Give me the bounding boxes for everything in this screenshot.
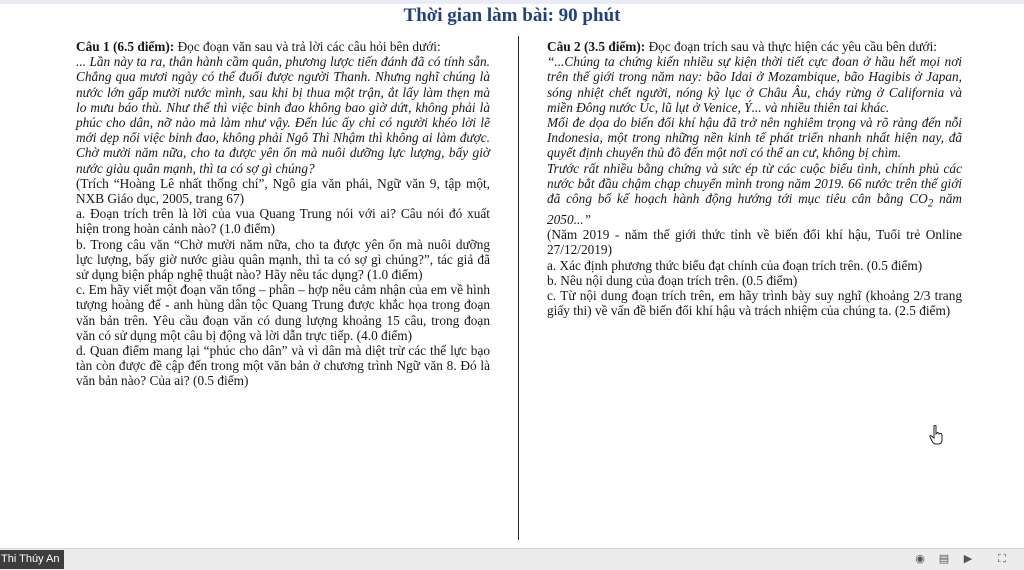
question2-prompt: [547, 39, 962, 54]
co2-subscript: 2: [927, 197, 934, 210]
question1-intro: Đọc đoạn văn sau và trả lời các câu hỏi bên dưới:: [174, 39, 441, 54]
question2-passage-p1: “...Chúng ta chứng kiến nhiều sự kiện thời tiết cực đoan ở hầu hết mọi nơi trên thế giới trong năm nay: bão Idai ở Mozambique, bão Hagibis ở Japan, sóng nhiệt chết người, nóng kỷ lục ở Châu Âu, cháy rừng ở California và miền Đông nước Úc, lũ lụt ở Venice, Ý... và nhiều thiên tai khác.: [547, 54, 962, 115]
question1-source: (Trích “Hoàng Lê nhất thống chí”, Ngô gia văn phái, Ngữ văn 9, tập một, NXB Giáo dục, 2005, trang 67): [76, 175, 490, 207]
question1-part-c: c. Em hãy viết một đoạn văn tổng – phân – hợp nêu cảm nhận của em về hình tượng hoàng đế - anh hùng dân tộc Quang Trung được khắc họa trong đoạn văn bản trên. Yêu cầu đoạn văn có dung lượng khoảng 15 câu, trong đoạn văn có sử dụng một câu bị động và lời dẫn trực tiếp. (4.0 điểm): [76, 282, 490, 343]
question1-part-b: b. Trong câu văn “Chờ mười năm nữa, cho ta được yên ổn mà nuôi dưỡng lực lượng, bấy giờ nước giàu quân mạnh, thì ta có sợ gì chúng?”, tác giả đã sử dụng biện pháp nghệ thuật nào? Hãy nêu tác dụng? (1.0 điểm): [76, 236, 490, 283]
record-icon[interactable]: ◉: [915, 552, 925, 565]
question1-prompt: [76, 39, 490, 54]
play-icon[interactable]: ▶: [963, 552, 973, 565]
question1-column: [76, 39, 490, 389]
question1-part-a: a. Đoạn trích trên là lời của vua Quang Trung nói với ai? Câu nói đó xuất hiện trong hoàn cảnh nào? (1.0 điểm): [76, 206, 490, 237]
exam-time-title: Thời gian làm bài: 90 phút: [403, 5, 621, 26]
question1-passage: ... Lần này ta ra, thân hành cầm quân, phương lược tiến đánh đã có tính sẵn. Chẳng qua mươi ngày có thể đuổi được người Thanh. Nhưng nghĩ chúng là nước lớn gấp mười nước mình, sau khi bị thua một trận, ắt lấy làm thẹn mà lo mưu báo thù. Như thế thì việc binh đao không bao giờ dứt, không phải là phúc cho dân, nỡ nào mà làm như vậy. Đến lúc ấy chỉ có người khéo lời lẽ mới dẹp nổi việc binh đao, không phải Ngô Thì Nhậm thì không ai làm được. Chờ mười năm nữa, cho ta được yên ổn mà nuôi dưỡng lực lượng, bấy giờ nước giàu quân mạnh, thì ta có sợ gì chúng?: [76, 54, 490, 176]
question2-heading: Câu 2 (3.5 điểm):: [547, 39, 646, 54]
question2-passage-p3: [547, 161, 962, 227]
hand-cursor-icon: [929, 425, 943, 445]
question2-p3-text: Trước rất nhiều bằng chứng và sức ép từ các cuộc biểu tình, chính phủ các nước bắt đầu chậm chạp chuyển mình trong năm 2019. 66 nước trên thế giới đã công bố kế hoạch hành động hướng tới mục tiêu cân bằng CO: [547, 160, 962, 207]
column-divider: [518, 36, 519, 540]
question1-heading: Câu 1 (6.5 điểm):: [76, 39, 175, 54]
fullscreen-icon[interactable]: ⛶: [998, 552, 1006, 565]
question2-part-a: a. Xác định phương thức biểu đạt chính của đoạn trích trên. (0.5 điểm): [547, 257, 923, 273]
question1-part-d: d. Quan điểm mang lại “phúc cho dân” và vì dân mà diệt trừ các thế lực bạo tàn còn được đề cập đến trong một văn bản ở chương trình Ngữ văn 8. Đó là văn bản nào? Của ai? (0.5 điểm): [76, 343, 490, 389]
presenter-name: Thi Thúy An: [0, 550, 64, 569]
question2-part-b: b. Nêu nội dung của đoạn trích trên. (0.5 điểm): [547, 272, 798, 288]
question2-part-c: c. Từ nội dung đoạn trích trên, em hãy trình bày suy nghĩ (khoảng 2/3 trang giấy thi) về vấn đề biến đổi khí hậu và trách nhiệm của chúng ta. (2.5 điểm): [547, 287, 962, 319]
question2-source: (Năm 2019 - năm thế giới thức tỉnh về biến đổi khí hậu, Tuổi trẻ Online 27/12/2019): [547, 227, 962, 258]
question2-p3-end: năm 2050...”: [547, 191, 963, 227]
bottom-toolbar: [0, 548, 1024, 570]
question2-intro: Đọc đoạn trích sau và thực hiện các yêu cầu bên dưới:: [645, 39, 937, 54]
question2-column: [547, 39, 962, 318]
question2-passage-p2: Mối đe dọa do biến đổi khí hậu đã trở nên nghiêm trọng và rõ ràng đến nỗi Indonesia, một trong những nền kinh tế phát triển nhanh nhất hiện nay, đã quyết định chuyển thủ đô đến một nơi có thể an cư, không bị chìm.: [547, 115, 962, 161]
slides-icon[interactable]: ▤: [938, 552, 950, 565]
